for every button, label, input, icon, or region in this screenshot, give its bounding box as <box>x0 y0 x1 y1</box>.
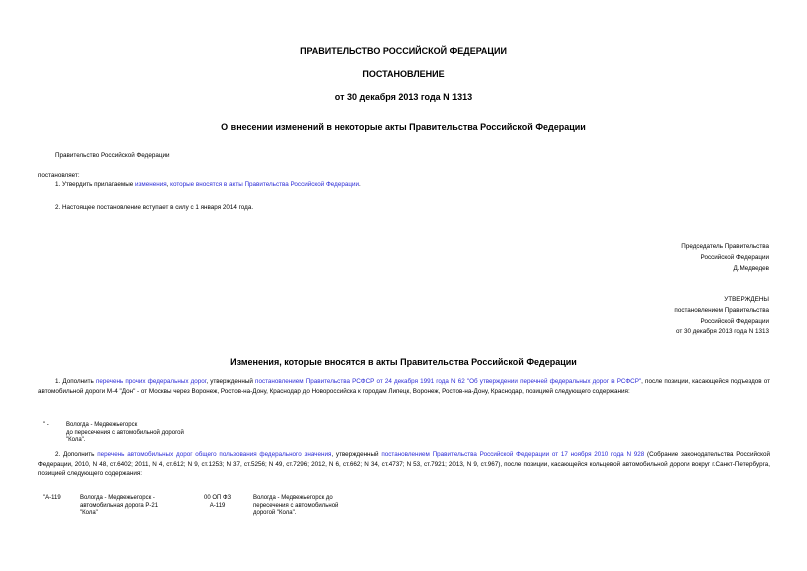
table-2-description <box>253 495 338 518</box>
table-2-id-line-2: А-119 <box>209 502 226 509</box>
signature-line-1: Председатель Правительства <box>681 243 769 250</box>
p1-mid: , утвержденный <box>206 378 256 385</box>
table-2-desc-line-3: дорогой "Кола". <box>253 510 297 517</box>
item-2: 2. Настоящее постановление вступает в силу с 1 января 2014 года. <box>55 204 254 211</box>
item-1 <box>55 181 361 189</box>
changes-link[interactable]: изменения <box>135 181 167 188</box>
federal-roads-list-link[interactable]: перечень автомобильных дорог общего пользования федерального значения <box>97 451 332 458</box>
table-1-line-2: до пересечения с автомобильной дорогой <box>66 429 184 436</box>
document-date-number: от 30 декабря 2013 года N 1313 <box>334 92 473 102</box>
table-1-text <box>66 422 184 445</box>
table-1-line-3: "Кола". <box>66 437 86 444</box>
rsfsr-resolution-link[interactable]: постановлением Правительства РСФСР от 24 декабря 1991 года N 62 "Об утверждении перечней федеральных дорог в РСФСР" <box>255 378 642 385</box>
p2-mid: , утвержденный <box>331 451 382 458</box>
intro-text: Правительство Российской Федерации <box>55 152 170 159</box>
table-2-name <box>80 495 158 518</box>
changes-paragraph-1 <box>38 377 770 396</box>
other-roads-list-link[interactable]: перечень прочих федеральных дорог <box>95 378 207 385</box>
government-name: ПРАВИТЕЛЬСТВО РОССИЙСКОЙ ФЕДЕРАЦИИ <box>300 46 507 56</box>
table-2-desc-line-2: пересечения с автомобильной <box>253 502 339 509</box>
approved-line-3: Российской Федерации <box>700 318 769 325</box>
table-2-name-line-2: автомобильная дорога Р-21 <box>80 502 159 509</box>
decides-text: постановляет: <box>38 172 80 179</box>
table-2-code: "А-119 <box>43 495 61 501</box>
changes-paragraph-2 <box>38 450 770 479</box>
document-type: ПОСТАНОВЛЕНИЕ <box>362 69 445 79</box>
item-1-suffix: . <box>358 181 361 188</box>
p1-suffix: , после позиции, касающейся подъездов от автомобильной дороги М-4 "Дон" - от Москвы через Воронеж, Ростов-на-Дону, Краснодар до Новороссийска к городам Липецк, Воронеж, Ростов-на-Дону, Краснодар, позицией следующего содержания: <box>38 378 770 395</box>
table-2-id <box>204 495 231 510</box>
signature-name: Д.Медведев <box>733 265 769 272</box>
p1-prefix: 1. Дополнить <box>55 378 96 385</box>
signature-line-2: Российской Федерации <box>700 254 769 261</box>
table-2-name-line-1: Вологда - Медвежьегорск - <box>80 495 155 501</box>
table-1-line-1: Вологда - Медвежьегорск <box>66 422 138 428</box>
table-2-name-line-3: "Кола" <box>80 510 98 517</box>
approved-line-4: от 30 декабря 2013 года N 1313 <box>675 328 769 335</box>
approved-line-1: УТВЕРЖДЕНЫ <box>724 296 769 303</box>
approved-line-2: постановлением Правительства <box>674 307 769 314</box>
acts-link[interactable]: которые вносятся в акты Правительства Российской Федерации <box>170 181 359 188</box>
table-2-desc-line-1: Вологда - Медвежьегорск до <box>253 495 333 501</box>
rf-resolution-link[interactable]: постановлением Правительства Российской Федерации от 17 ноября 2010 года N 928 <box>381 451 645 458</box>
item-1-sep: , <box>166 181 171 188</box>
changes-title: Изменения, которые вносятся в акты Правительства Российской Федерации <box>230 357 577 367</box>
table-1-marker: " - <box>43 422 49 428</box>
p2-suffix: (Собрание законодательства Российской Федерации, 2010, N 48, ст.6402; 2011, N 4, ст.612; N 9, ст.1253; N 37, ст.5256; N 49, ст.7296; 2012, N 6, ст.662; N 34, ст.4737; N 53, ст.7921; 2013, N 9, ст.967), после позиции, касающейся кольцевой автомобильной дороги вокруг г.Санкт-Петербурга, позицией следующего содержания: <box>38 451 770 478</box>
item-1-prefix: 1. Утвердить прилагаемые <box>55 181 135 188</box>
table-2-id-line-1: 00 ОП ФЗ <box>204 495 232 501</box>
document-title: О внесении изменений в некоторые акты Правительства Российской Федерации <box>221 122 586 132</box>
p2-prefix: 2. Дополнить <box>55 451 98 458</box>
